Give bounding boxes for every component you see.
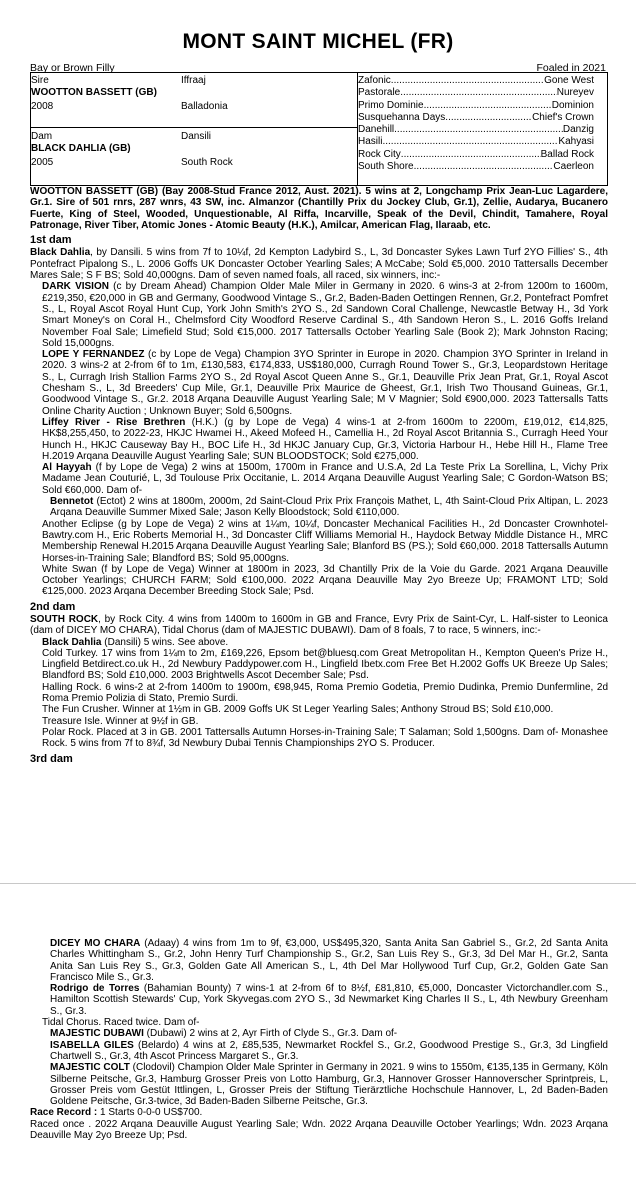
dam-label: Dam: [31, 131, 53, 142]
list-item: ISABELLA GILES (Belardo) 4 wins at 2, £85,535, Newmarket Rockfel S., Gr.2, Goodwood Prestige S., Gr.3, 3d Lingfield Chartwell S., Gr.3, 4th Ascot Princess Margaret S., Gr.3.: [50, 1039, 608, 1062]
grandparent-row: Rock City ..... Ballad Rock: [358, 149, 594, 161]
sire-dam: Balladonia: [181, 101, 228, 112]
dam-sire: Dansili: [181, 131, 212, 142]
continued-text: [30, 938, 608, 1141]
list-item: Liffey River - Rise Brethren (H.K.) (g by Lope de Vega) 4 wins-1 at 2-from 1600m to 2200m, £19,012, €14,825, HK$8,255,450, to 2022-23, HKJC Hwamei H., Akeed Mofeed H., Camellia H., 2d Royal Ascot Britannia S., Curragh Heed Your Hunch H., HKJC Causeway Bay H., BOC Life H., 3d HKJC January Cup, Gr.3, Victoria Harbour H., Hebe Hill H., Flame Tree H.2019 Arqana Deauville August Yearling Sale; SUN BLOODSTOCK; Sold €275,000.: [42, 416, 608, 462]
grandparent-row: Hasili ..... Kahyasi: [358, 136, 594, 148]
third-dam-heading: 3rd dam: [30, 752, 73, 765]
sire-year: 2008: [31, 101, 54, 112]
dam-year: 2005: [31, 157, 54, 168]
list-item: White Swan (f by Lope de Vega) Winner at 1800m in 2023, 3d Chantilly Prix de la Voie du Garde. 2021 Arqana Deauville October Yearlings; CHURCH FARM; Sold €100,000. 2022 Arqana Deauville May 2yo Breeze Up; FRAMONT LTD; Sold €125,000. 2023 Arqana December Breeding Stock Sale; Psd.: [42, 563, 609, 598]
list-item: MAJESTIC DUBAWI (Dubawi) 2 wins at 2, Ayr Firth of Clyde S., Gr.3. Dam of-: [50, 1028, 398, 1040]
list-item: Another Eclipse (g by Lope de Vega) 2 wins at 1¼m, 10¼f, Doncaster Mechanical Facilities H., 2d Doncaster Crownhotel-Bawtry.com H., Eric Roberts Memorial H., 3d Doncaster Cliff Williams Memorial H., Haydock Betway Middle Distance H., MRC Membership Renewal H.2015 Arqana Deauville August Yearling Sale; Blanford BS (PS.); Sold €60,000. 2018 Tattersalls Autumn Horses-in-Training Sale; Blandford BS; Sold 95,000gns.: [42, 518, 608, 564]
second-dam-heading: 2nd dam: [30, 600, 76, 613]
list-item: Cold Turkey. 17 wins from 1¼m to 2m, £169,226, Epsom bet@bluesq.com Great Metropolitan H., Kempton Queen's Prize H., Lingfield Betdirect.co.uk H., 2d Newbury Paddypower.com H., Lingfield Ibetx.com Free Bet H.2002 Goffs UK Breeze Up Sales; Blandford BS; Sold £10,000. 2003 Brightwells Ascot December Sale; Psd.: [42, 647, 608, 682]
list-item: The Fun Crusher. Winner at 1½m in GB. 2009 Goffs UK St Leger Yearling Sales; Anthony Stroud BS; Sold £10,000.: [42, 704, 554, 716]
dam-name: BLACK DAHLIA (GB): [31, 143, 131, 154]
sire-summary: WOOTTON BASSETT (GB) (Bay 2008-Stud France 2012, Aust. 2021). 5 wins at 2, Longchamp Prix Jean-Luc Lagardere, Gr.1. Sire of 501 rnrs, 287 wnrs, 43 SW, inc. Almanzor (Chantilly Prix du Jockey Club, Gr.1), Zellie, Audarya, Bucanero Fuerte, King of Steel, Wooded, Unquestionable, Al Riffa, Incarville, Speak of the Devil, Chindit, Tamahere, Royal Patronage, River Tiber, Atomic Jones - Atomic Beauty (H.K.), Amilcar, American Flag, Ilaraab, etc.: [30, 186, 608, 231]
list-item: DICEY MO CHARA (Adaay) 4 wins from 1m to 9f, €3,000, US$495,320, Santa Anita San Gabriel S., Gr.2, 2d Santa Anita Charles Whittingham S., Gr.2, John Henry Turf Championship S., Gr.2, San Luis Rey S., Gr.3, 3d Del Mar H., Gr.2, Santa Anita San Luis Rey S., Gr.3, Golden Gate All American S., L, 4th Del Mar Hollywood Turf Cup, Gr.2, Golden Gate San Francisco Mile S., Gr.3.: [50, 938, 608, 983]
page-title: MONT SAINT MICHEL (FR): [182, 30, 454, 53]
grandparent-row: Danehill ..... Danzig: [358, 124, 594, 136]
page-separator: [0, 883, 636, 884]
grandparent-row: Pastorale ..... Nureyev: [358, 87, 594, 99]
grandparent-row: Susquehanna Days ..... Chief's Crown: [358, 112, 594, 124]
list-item: Al Hayyah (f by Lope de Vega) 2 wins at 1500m, 1700m in France and U.S.A, 2d La Teste Prix La Sorellina, L, Vichy Prix Madame Jean Couturié, L, 3d Toulouse Prix Occitanie, L. 2014 Arqana Deauville August Yearling Sale; C Gordon-Watson BS; Sold €60,000. Dam of-: [42, 462, 609, 496]
race-record: Race Record : 1 Starts 0-0-0 US$700.: [30, 1107, 203, 1119]
list-item: SOUTH ROCK, by Rock City. 4 wins from 1400m to 1600m in GB and France, Evry Prix de Saint-Cyr, L. Half-sister to Leonica (dam of DICEY MO CHARA), Tidal Chorus (dam of MAJESTIC DUBAWI). Dam of 8 foals, 7 to race, 5 winners, inc:-: [30, 613, 608, 637]
first-dam-heading: 1st dam: [30, 234, 72, 247]
list-item: Black Dahlia (Dansili) 5 wins. See above.: [42, 636, 229, 648]
list-item: Rodrigo de Torres (Bahamian Bounty) 7 wins-1 at 2-from 6f to 8½f, £81,810, €5,000, Doncaster Victorchandler.com S., Hamilton Scottish Stewards' Cup, York Skyvegas.com 2YO S., 3d Newmarket King Charles II S., L, 4th Newbury Greenham S., Gr.3.: [50, 983, 609, 1017]
raced-once-note: Raced once . 2022 Arqana Deauville August Yearling Sale; Wdn. 2022 Arqana Deauville October Yearlings; Wdn. 2023 Arqana Deauville May 2yo Breeze Up; Psd.: [30, 1118, 608, 1142]
grandparent-row: South Shore ..... Caerleon: [358, 161, 594, 173]
dam-dam: South Rock: [181, 157, 233, 168]
sire-sire: Iffraaj: [181, 75, 206, 86]
sire-name: WOOTTON BASSETT (GB): [31, 87, 157, 98]
list-item: Bennetot (Ectot) 2 wins at 1800m, 2000m, 2d Saint-Cloud Prix Prix François Mathet, L, 4th Saint-Cloud Prix Altipan, L. 2023 Arqana Deauville Summer Mixed Sale; Jason Kelly Bloodstock; Sold €110,000.: [50, 496, 608, 519]
list-item: Halling Rock. 6 wins-2 at 2-from 1400m to 1900m, €98,945, Roma Premio Godetia, Premio Dudinka, Premio Dunfermline, 2d Roma Premio Polizia di Stato, Premio Surdi.: [42, 681, 608, 705]
horse-colour: Bay or Brown Filly: [30, 62, 115, 74]
sire-label: Sire: [31, 75, 49, 86]
list-item: Treasure Isle. Winner at 9½f in GB.: [42, 715, 199, 727]
list-item: Black Dahlia, by Dansili. 5 wins from 7f to 10¼f, 2d Kempton Ladybird S., L, 3d Doncaster Sykes Lawn Turf 2YO Fillies' S., 4th Pontefract Pipalong S., L. 2006 Goffs UK Doncaster October Yearling Sales; A McCabe; Sold €5,000. 2010 Tattersalls December Mares Sale; S F BS; Sold 40,000gns. Dam of seven named foals, all raced, six winners, inc:-: [30, 247, 608, 282]
blank-gap: [0, 765, 636, 883]
list-item: LOPE Y FERNANDEZ (c by Lope de Vega) Champion 3YO Sprinter in Europe in 2020. Champion 3YO Sprinter in Ireland in 2020. 3 wins-2 at 2-from 6f to 1m, £130,583, €174,833, US$180,000, Curragh Round Tower S., Gr.3, Leopardstown Heritage S., L, Curragh Irish Stallion Farms 2YO S., 2d Royal Ascot Queen Anne S., Gr.1, Deauville Prix Jean Prat, Gr.1, Royal Ascot Chesham S., L, 3d Breeders' Cup Mile, Gr.1, Deauville Prix Maurice de Gheest, Gr.1, Irish Two Thousand Guineas, Gr.1, Goodwood Vintage S., Gr.2. 2018 Arqana Deauville August Yearling Sale; M V Magnier; Sold €900,000. 2023 Tattersalls Tatts Online Charity Auction ; Unknown Buyer; Sold 6,500gns.: [42, 349, 608, 417]
list-item: Tidal Chorus. Raced twice. Dam of-: [42, 1017, 200, 1029]
pedigree-row-divider: [31, 127, 357, 128]
list-item: MAJESTIC COLT (Clodovil) Champion Older Male Sprinter in Germany in 2021. 9 wins to 1550m, €135,135 in Germany, Köln Silberne Peitsche, Gr.3, Hamburg Grosser Preis von Lotto Hamburg, Gr.3, Hannover Grosser Hannoverscher Sprintpreis, L, Grosser Preis vom Gestüt Ittlingen, L, Grosser Preis der Stiftung Tierärztliche Hochschule Hannover, L, 2d Baden-Baden Goldene Peitsche, Gr.3-twice, 3d Baden-Baden Silberne Peitsche, Gr.3.: [50, 1062, 608, 1108]
foaled-year: Foaled in 2021: [536, 62, 606, 74]
list-item: Polar Rock. Placed at 3 in GB. 2001 Tattersalls Autumn Horses-in-Training Sale; T Salaman; Sold 1,500gns. Dam of- Monashee Rock. 5 wins from 7f to 8¾f, 3d Newbury Dubai Tennis Championships 2YO S. Producer.: [42, 726, 608, 750]
grandparents-list: [358, 75, 594, 173]
grandparent-row: Primo Dominie ..... Dominion: [358, 100, 594, 112]
list-item: DARK VISION (c by Dream Ahead) Champion Older Male Miler in Germany in 2020. 6 wins-3 at 2-from 1200m to 1600m, £219,350, €20,000 in GB and Germany, Goodwood Vintage S., Gr.2, Baden-Baden Oettingen Rennen, Gr.2, Pontefract Pomfret S., L, Royal Ascot Royal Hunt Cup, York John Smith's 2YO S., 2d Sandown Coral Challenge, Newcastle Betway H., 3d York Smart Money's on Coral H., Chelmsford City Woodford Reserve Cardinal S., 4th Sandown Heron S., L. 2016 Goffs Ireland November Foal Sale; Limefield Stud; Sold €15,000. 2017 Tattersalls October Yearling Sale (Book 2); Mark Johnston Racing; Sold 15,000gns.: [42, 281, 608, 349]
grandparent-row: Zafonic ..... Gone West: [358, 75, 594, 87]
main-text: [30, 186, 608, 834]
